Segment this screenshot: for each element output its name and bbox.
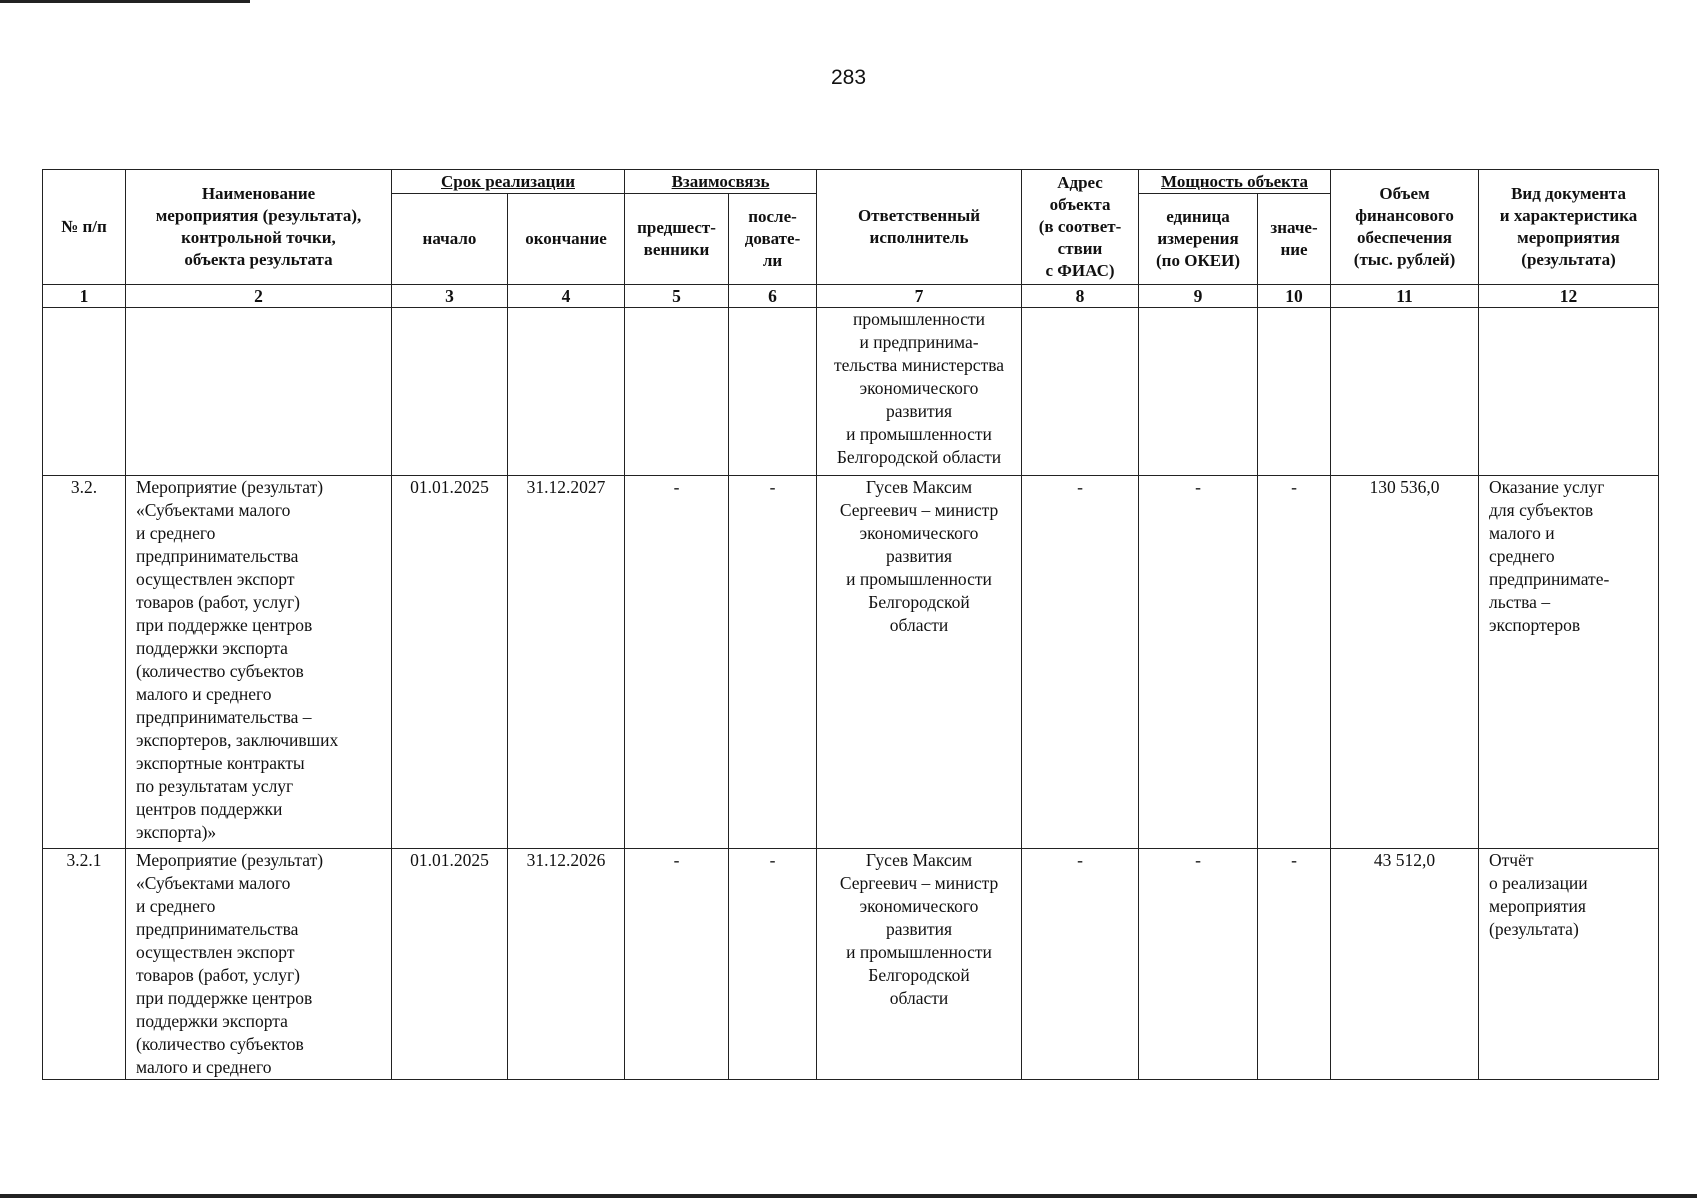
header-name: Наименование мероприятия (результата), контрольной точки, объекта результата [126, 170, 392, 285]
cell-finance: 43 512,0 [1331, 849, 1479, 1080]
column-number: 8 [1022, 285, 1139, 308]
header-doc: Вид документа и характеристика мероприятия (результата) [1479, 170, 1659, 285]
cell-value: - [1258, 849, 1331, 1080]
cell-executor: промышленности и предпринима- тельства министерства экономического развития и промышленности Белгородской области [817, 308, 1022, 476]
cell-name: Мероприятие (результат) «Субъектами малого и среднего предпринимательства осуществлен экспорт товаров (работ, услуг) при поддержке центров поддержки экспорта (количество субъектов малого и среднего предпринимательства – экспортеров, заключивших экспортные контракты по результатам услуг центров поддержки экспорта)» [126, 476, 392, 849]
cell-value: - [1258, 476, 1331, 849]
header-finance: Объем финансового обеспечения (тыс. рублей) [1331, 170, 1479, 285]
column-number: 1 [43, 285, 126, 308]
header-end: окончание [508, 194, 625, 285]
header-term: Срок реализации [392, 170, 625, 194]
column-number: 4 [508, 285, 625, 308]
column-number-row [43, 285, 1659, 308]
header-address: Адрес объекта (в соответ- ствии с ФИАС) [1022, 170, 1139, 285]
cell-end [508, 308, 625, 476]
header-value: значе- ние [1258, 194, 1331, 285]
cell-value [1258, 308, 1331, 476]
header-num: № п/п [43, 170, 126, 285]
cell-address: - [1022, 476, 1139, 849]
table-row [43, 849, 1659, 1080]
column-number: 12 [1479, 285, 1659, 308]
cell-pred: - [625, 476, 729, 849]
header-successors: после- довате- ли [729, 194, 817, 285]
cell-num: 3.2. [43, 476, 126, 849]
cell-address: - [1022, 849, 1139, 1080]
cell-start: 01.01.2025 [392, 476, 508, 849]
table-row [43, 308, 1659, 476]
cell-doc: Отчёт о реализации мероприятия (результата) [1479, 849, 1659, 1080]
column-number: 5 [625, 285, 729, 308]
cell-unit [1139, 308, 1258, 476]
header-executor: Ответственный исполнитель [817, 170, 1022, 285]
cell-num [43, 308, 126, 476]
column-number: 2 [126, 285, 392, 308]
column-number: 3 [392, 285, 508, 308]
column-number: 10 [1258, 285, 1331, 308]
cell-finance: 130 536,0 [1331, 476, 1479, 849]
column-number: 6 [729, 285, 817, 308]
cell-address [1022, 308, 1139, 476]
header-relation: Взаимосвязь [625, 170, 817, 194]
cell-end: 31.12.2027 [508, 476, 625, 849]
header-start: начало [392, 194, 508, 285]
cell-name [126, 308, 392, 476]
cell-executor: Гусев Максим Сергеевич – министр экономического развития и промышленности Белгородской области [817, 849, 1022, 1080]
table-row [43, 476, 1659, 849]
cell-start: 01.01.2025 [392, 849, 508, 1080]
cell-name: Мероприятие (результат) «Субъектами малого и среднего предпринимательства осуществлен экспорт товаров (работ, услуг) при поддержке центров поддержки экспорта (количество субъектов малого и среднего [126, 849, 392, 1080]
cell-start [392, 308, 508, 476]
cell-doc [1479, 308, 1659, 476]
cell-executor: Гусев Максим Сергеевич – министр экономического развития и промышленности Белгородской области [817, 476, 1022, 849]
activities-table [42, 169, 1659, 1080]
page-number: 283 [830, 66, 867, 89]
cell-end: 31.12.2026 [508, 849, 625, 1080]
cell-unit: - [1139, 476, 1258, 849]
bottom-edge-line [0, 1194, 1697, 1198]
cell-finance [1331, 308, 1479, 476]
header-unit: единица измерения (по ОКЕИ) [1139, 194, 1258, 285]
top-edge-line [0, 0, 250, 3]
header-predecessors: предшест- венники [625, 194, 729, 285]
cell-unit: - [1139, 849, 1258, 1080]
cell-doc: Оказание услуг для субъектов малого и среднего предпринимате- льства – экспортеров [1479, 476, 1659, 849]
cell-pred: - [625, 849, 729, 1080]
column-number: 9 [1139, 285, 1258, 308]
column-number: 11 [1331, 285, 1479, 308]
column-number: 7 [817, 285, 1022, 308]
cell-succ [729, 308, 817, 476]
header-capacity: Мощность объекта [1139, 170, 1331, 194]
cell-pred [625, 308, 729, 476]
cell-succ: - [729, 849, 817, 1080]
cell-succ: - [729, 476, 817, 849]
cell-num: 3.2.1 [43, 849, 126, 1080]
